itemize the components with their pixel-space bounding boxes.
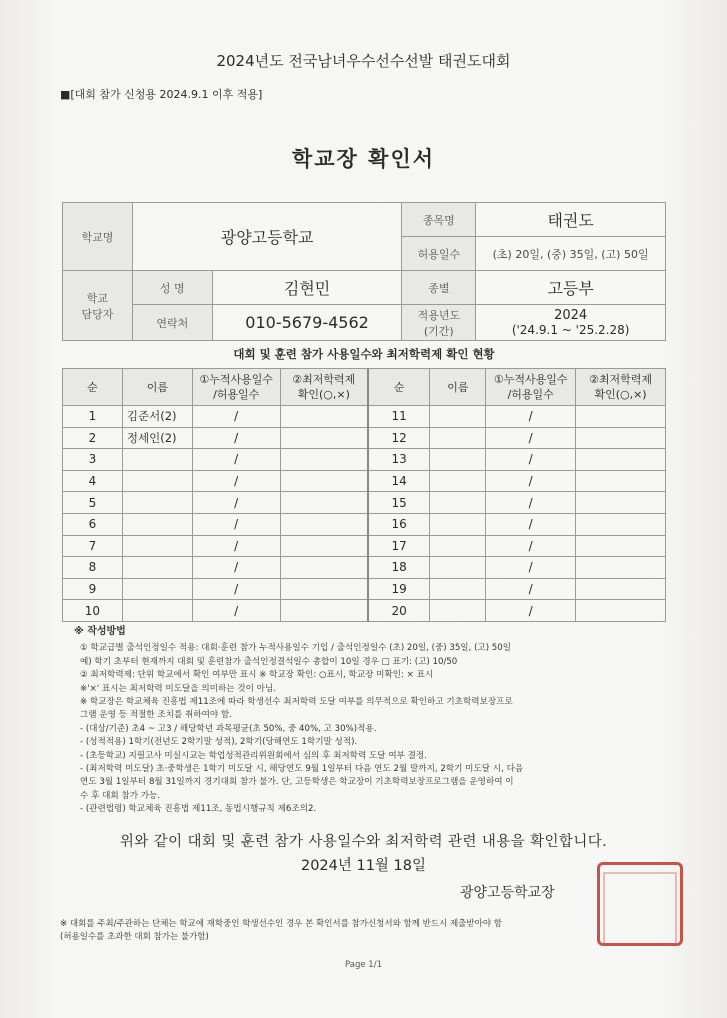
document-title: 학교장 확인서 [291, 147, 436, 171]
row-name: 김준서(2) [122, 406, 192, 428]
row-days: / [192, 535, 280, 557]
row-name [430, 427, 486, 449]
event-title: 2024년도 전국남녀우수선수선발 태권도대회 [216, 52, 511, 70]
row-name [122, 492, 192, 514]
row-days: / [192, 427, 280, 449]
row-no: 2 [63, 427, 123, 449]
row-no: 18 [368, 557, 430, 579]
col-check-left: ②최저학력제 확인(○,×) [280, 369, 368, 406]
table-row [63, 513, 666, 535]
instruction-line: ※ 학교장은 학교체육 진흥법 제11조에 따라 학생선수 최저학력 도달 여부를 의무적으로 확인하고 기초학력보장프로 [80, 697, 513, 708]
row-name [430, 492, 486, 514]
row-no: 14 [368, 470, 430, 492]
row-name [430, 470, 486, 492]
footnote-line1: ※ 대회를 주최/주관하는 단체는 학교에 재학중인 학생선수인 경우 본 확인서를 참가신청서와 함께 반드시 제출받아야 함 [60, 919, 502, 929]
row-name [430, 513, 486, 535]
row-check [576, 557, 666, 579]
row-no: 15 [368, 492, 430, 514]
row-days: / [192, 406, 280, 428]
row-name [430, 449, 486, 471]
writing-instructions [74, 625, 680, 817]
row-check [280, 427, 368, 449]
row-no: 20 [368, 600, 430, 622]
year-label-line1: 적용년도 [417, 308, 461, 322]
row-name [122, 535, 192, 557]
page-number: Page 1/1 [345, 960, 382, 970]
row-days: / [486, 449, 576, 471]
contact-label-line2: 담당자 [81, 307, 114, 321]
row-check [576, 600, 666, 622]
row-no: 7 [63, 535, 123, 557]
row-no: 12 [368, 427, 430, 449]
row-check [280, 492, 368, 514]
roster-section-title: 대회 및 훈련 참가 사용일수와 최저학력제 확인 현황 [233, 347, 495, 361]
table-row [63, 557, 666, 579]
row-check [576, 513, 666, 535]
row-name [430, 578, 486, 600]
row-check [280, 557, 368, 579]
phone-value: 010-5679-4562 [212, 305, 402, 341]
table-row [63, 535, 666, 557]
row-no: 9 [63, 578, 123, 600]
row-days: / [192, 578, 280, 600]
category-value: 고등부 [476, 271, 666, 305]
row-check [576, 427, 666, 449]
school-name-label: 학교명 [63, 203, 133, 271]
school-info-table [62, 202, 666, 341]
row-days: / [192, 600, 280, 622]
row-name [430, 557, 486, 579]
col-days-right: ①누적사용일수 /허용일수 [486, 369, 576, 406]
table-row [63, 492, 666, 514]
year-period: ('24.9.1 ~ '25.2.28) [511, 323, 630, 337]
row-check [280, 449, 368, 471]
allowed-days-label: 허용일수 [402, 237, 476, 271]
confirmation-date: 2024년 11월 18일 [300, 858, 427, 874]
roster-header-row [63, 369, 666, 406]
row-check [576, 449, 666, 471]
row-no: 4 [63, 470, 123, 492]
row-name [430, 406, 486, 428]
roster-table [62, 368, 666, 622]
contact-person-label [63, 271, 133, 341]
row-check [576, 578, 666, 600]
table-row [63, 427, 666, 449]
row-name [122, 557, 192, 579]
instruction-line: 예) 학기 초부터 현재까지 대회 및 훈련참가 출석인정결석일수 총합이 10일 경우 □ 표기: (고) 10/50 [80, 656, 458, 667]
row-no: 3 [63, 449, 123, 471]
table-row [63, 578, 666, 600]
row-no: 19 [368, 578, 430, 600]
instruction-line: ※'×' 표시는 최저학력 미도달을 의미하는 것이 아님. [80, 683, 276, 694]
row-no: 8 [63, 557, 123, 579]
row-days: / [486, 513, 576, 535]
row-name [430, 600, 486, 622]
instruction-line: - (초등학교) 지필고사 미실시교는 학업성적관리위원회에서 심의 후 최저학력 도달 여부 결정. [80, 750, 428, 761]
row-no: 16 [368, 513, 430, 535]
row-days: / [486, 578, 576, 600]
row-check [280, 600, 368, 622]
event-label: 종목명 [402, 203, 476, 237]
row-days: / [486, 535, 576, 557]
row-days: / [192, 470, 280, 492]
year-label [402, 305, 476, 341]
row-name [122, 578, 192, 600]
signer-name: 광양고등학교장 [460, 885, 555, 901]
row-check [280, 535, 368, 557]
footnote [60, 918, 675, 944]
allowed-days-value: (초) 20일, (중) 35일, (고) 50일 [476, 237, 666, 271]
instruction-line: - (관련법령) 학교체육 진흥법 제11조, 동법시행규칙 제6조의2. [80, 804, 317, 815]
col-days-left: ①누적사용일수 /허용일수 [192, 369, 280, 406]
instruction-line: - (대상/기준) 초4 ~ 고3 / 해당학년 과목평균(초 50%, 중 40%, 고 30%)적용. [80, 723, 377, 734]
instruction-line: - (성적적용) 1학기(전년도 2학기말 성적), 2학기(당해연도 1학기말 성적). [80, 737, 358, 748]
instruction-line: 연도 3월 1일부터 8월 31일까지 경기대회 참가 불가. 단, 고등학생은 학교장이 기초학력보장프로그램을 운영하여 이 [80, 777, 514, 788]
name-label: 성 명 [132, 271, 212, 305]
row-no: 5 [63, 492, 123, 514]
row-no: 6 [63, 513, 123, 535]
row-check [280, 470, 368, 492]
row-no: 11 [368, 406, 430, 428]
instructions-lines [80, 642, 680, 816]
row-check [576, 470, 666, 492]
row-days: / [486, 557, 576, 579]
row-days: / [486, 406, 576, 428]
row-no: 10 [63, 600, 123, 622]
col-no-right: 순 [368, 369, 430, 406]
row-name [122, 513, 192, 535]
name-value: 김현민 [212, 271, 402, 305]
year-value: 2024 [554, 308, 588, 323]
row-check [280, 406, 368, 428]
school-name-value: 광양고등학교 [132, 203, 402, 271]
phone-label: 연락처 [132, 305, 212, 341]
row-name: 정세인(2) [122, 427, 192, 449]
row-check [576, 535, 666, 557]
row-no: 13 [368, 449, 430, 471]
row-name [122, 470, 192, 492]
row-days: / [486, 427, 576, 449]
row-days: / [192, 492, 280, 514]
roster-body [63, 406, 666, 622]
table-row [63, 600, 666, 622]
row-no: 1 [63, 406, 123, 428]
row-days: / [192, 449, 280, 471]
col-name-left: 이름 [122, 369, 192, 406]
form-note: ■[대회 참가 신청용 2024.9.1 이후 적용] [60, 88, 263, 101]
table-row [63, 470, 666, 492]
col-no-left: 순 [63, 369, 123, 406]
category-label: 종별 [402, 271, 476, 305]
year-cell [476, 305, 666, 341]
row-days: / [486, 492, 576, 514]
footnote-line2: (허용일수를 초과한 대회 참가는 불가함) [60, 932, 209, 942]
row-days: / [192, 557, 280, 579]
instruction-line: - (최저학력 미도달) 초·중학생은 1학기 미도달 시, 해당연도 9월 1일부터 다음 연도 2월 말까지, 2학기 미도달 시, 다음 [80, 764, 524, 775]
row-days: / [192, 513, 280, 535]
instruction-line: 수 후 대회 참가 가능. [80, 790, 161, 801]
row-check [576, 406, 666, 428]
col-check-right: ②최저학력제 확인(○,×) [576, 369, 666, 406]
row-name [122, 600, 192, 622]
row-name [122, 449, 192, 471]
col-name-right: 이름 [430, 369, 486, 406]
row-check [576, 492, 666, 514]
row-check [280, 513, 368, 535]
row-no: 17 [368, 535, 430, 557]
table-row [63, 406, 666, 428]
row-check [280, 578, 368, 600]
year-label-line2: (기간) [423, 324, 454, 338]
table-row [63, 449, 666, 471]
instructions-title: ※ 작성방법 [74, 626, 126, 637]
instruction-line: ① 학교급별 출석인정일수 적용: 대회·훈련 참가 누적사용일수 기입 / 출석인정일수 (초) 20일, (중) 35일, (고) 50일 [80, 643, 512, 654]
instruction-line: 그램 운영 등 적절한 조치를 취하여야 함. [80, 710, 232, 721]
row-days: / [486, 470, 576, 492]
row-days: / [486, 600, 576, 622]
confirmation-statement: 위와 같이 대회 및 훈련 참가 사용일수와 최저학력 관련 내용을 확인합니다. [119, 834, 608, 850]
event-value: 태권도 [476, 203, 666, 237]
contact-label-line1: 학교 [86, 291, 109, 305]
instruction-line: ② 최저학력제: 단위 학교에서 확인 여부만 표시 ※ 학교장 확인: ○표시, 학교장 미확인: × 표시 [80, 670, 434, 681]
row-name [430, 535, 486, 557]
